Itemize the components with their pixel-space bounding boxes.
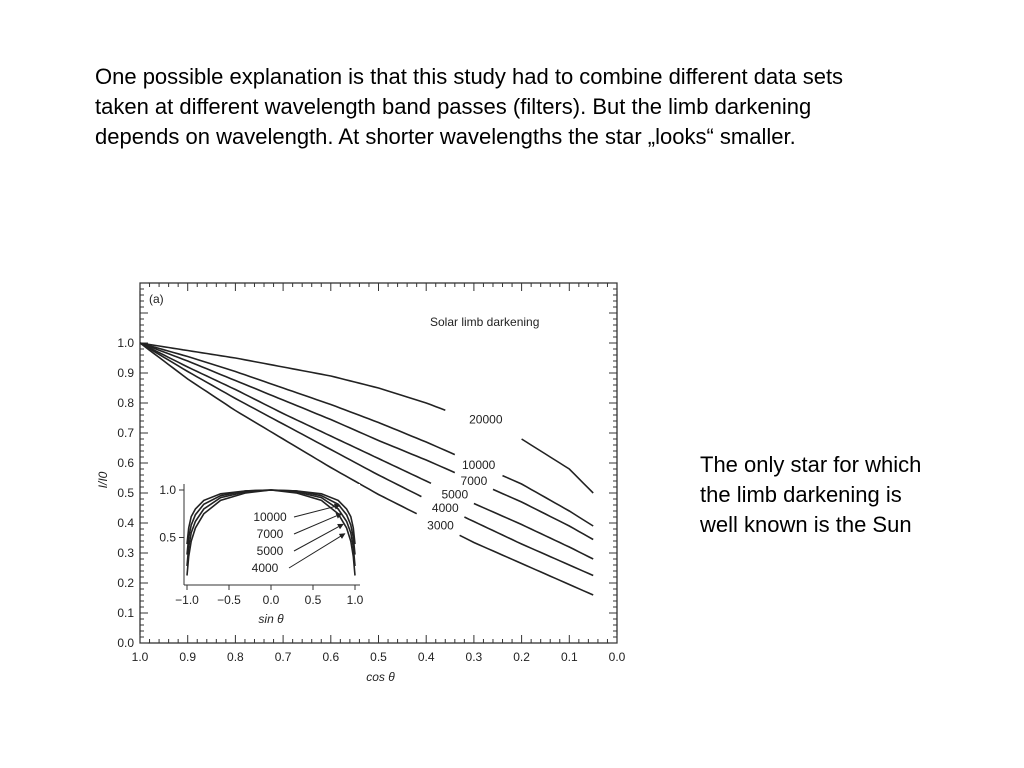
y-tick-label: 0.2: [117, 576, 134, 590]
main-plot-frame: [140, 283, 617, 643]
y-tick-label: 0.5: [117, 486, 134, 500]
series-label-4000: 4000: [431, 501, 459, 515]
y-tick-label: 0.3: [117, 546, 134, 560]
y-tick-label: 0.8: [117, 396, 134, 410]
series-label-7000: 7000: [460, 474, 488, 488]
y-tick-label: 0.0: [117, 636, 134, 650]
x-tick-label: 0.1: [560, 650, 578, 664]
x-axis-label: cos θ: [366, 670, 395, 684]
x-tick-label: 0.4: [417, 650, 435, 664]
inset-series-label-10000: 10000: [253, 510, 287, 524]
y-tick-label: 0.4: [117, 516, 134, 530]
y-tick-label: 0.1: [117, 606, 134, 620]
side-note: The only star for which the limb darkening is well known is the Sun: [700, 452, 922, 537]
panel-label: (a): [149, 292, 164, 306]
inset-x-tick-label: −1.0: [175, 593, 199, 607]
inset-x-axis-label: sin θ: [258, 612, 284, 626]
series-label-10000: 10000: [461, 458, 496, 473]
series-line-10000: [140, 343, 455, 455]
x-tick-label: 0.9: [179, 650, 197, 664]
x-tick-label: 1.0: [131, 650, 149, 664]
chart-title: Solar limb darkening: [430, 315, 540, 329]
inset-y-tick-label: 0.5: [159, 530, 176, 545]
inset-x-tick-label: −0.5: [217, 593, 241, 607]
series-label-20000: 20000: [469, 412, 503, 427]
y-tick-label: 1.0: [117, 336, 134, 350]
inset-series-label-4000: 4000: [251, 561, 279, 575]
inset-x-tick-label: 1.0: [346, 593, 364, 607]
y-axis-label: I/I0: [96, 471, 110, 489]
series-line-5000: [140, 343, 431, 483]
x-tick-label: 0.7: [274, 650, 292, 664]
series-label-5000: 5000: [441, 487, 469, 502]
y-tick-label: 0.7: [117, 426, 134, 440]
y-tick-label: 0.9: [117, 366, 134, 380]
inset-chart: [159, 483, 363, 626]
inset-series-label-5000: 5000: [256, 544, 284, 558]
inset-series-label-7000: 7000: [256, 527, 284, 541]
inset-x-tick-label: 0.0: [262, 593, 280, 607]
x-tick-label: 0.5: [370, 650, 387, 664]
series-line-10000: [503, 476, 594, 526]
series-line-3000: [460, 535, 594, 595]
series-line-20000: [522, 439, 594, 493]
series-label-3000: 3000: [427, 518, 454, 533]
inset-x-tick-label: 0.5: [304, 593, 322, 607]
series-line-7000: [140, 343, 455, 473]
y-tick-label: 0.6: [117, 456, 134, 470]
x-tick-label: 0.2: [513, 650, 530, 664]
explanation-paragraph: One possible explanation is that this study had to combine different data sets taken at different wavelength band passes (filters). But the limb darkening depends on wavelength. At shorter wavelengths the star „looks“ smaller.: [95, 64, 844, 149]
x-tick-label: 0.3: [465, 650, 483, 664]
x-tick-label: 0.6: [322, 650, 340, 664]
inset-y-tick-label: 1.0: [159, 483, 176, 497]
x-tick-label: 0.8: [227, 650, 244, 664]
x-tick-label: 0.0: [608, 650, 626, 664]
